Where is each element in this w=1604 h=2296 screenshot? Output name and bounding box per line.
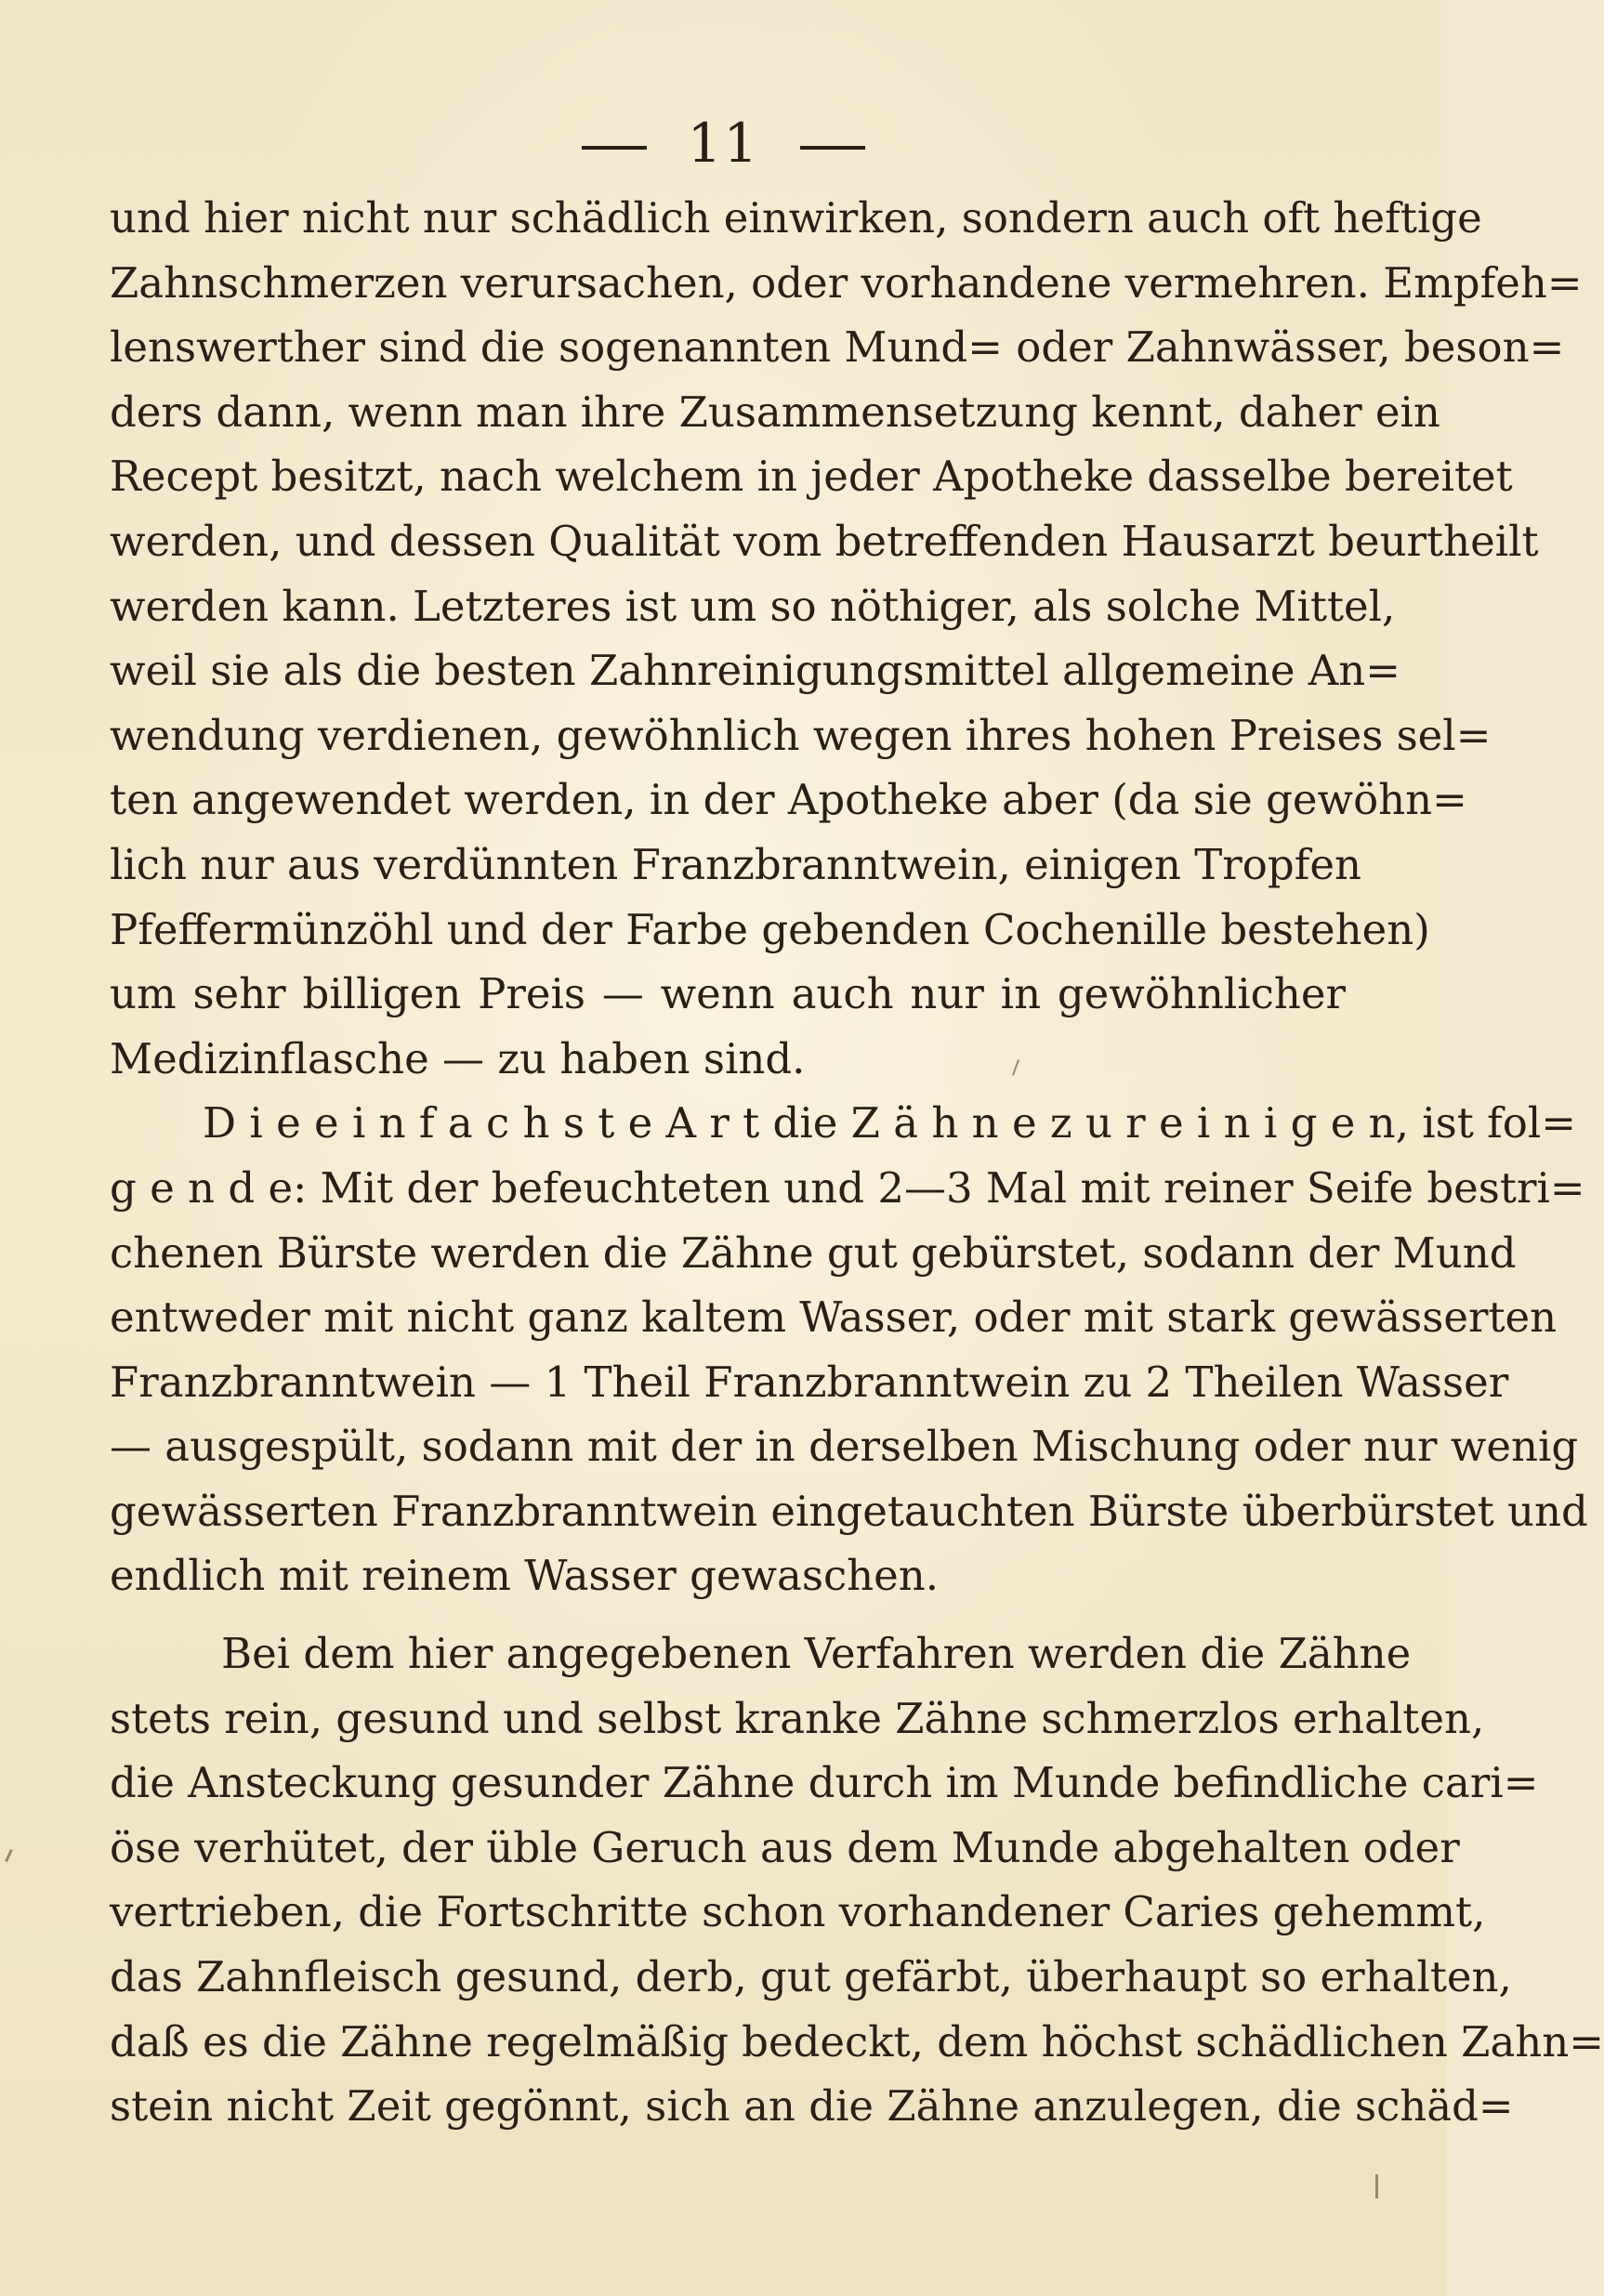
text-line: chenen Bürste werden die Zähne gut gebürstet, sodann der Mund <box>110 1227 1517 1278</box>
text-line: gewässerten Franzbranntwein eingetauchten Bürste überbürstet und <box>110 1486 1588 1536</box>
header-dash-right <box>800 146 865 150</box>
text-line: werden, und dessen Qualität vom betreffenden Hausarzt beurtheilt <box>110 516 1539 566</box>
text-line: vertrieben, die Fortschritte schon vorhandener Caries gehemmt, <box>110 1887 1486 1937</box>
text-line: um sehr billigen Preis — wenn auch nur in gewöhnlicher <box>110 969 1346 1019</box>
header-dash-left <box>582 146 647 150</box>
text-line: lich nur aus verdünnten Franzbranntwein, einigen Tropfen <box>110 839 1361 889</box>
text-line: ders dann, wenn man ihre Zusammensetzung kennt, daher ein <box>110 387 1440 437</box>
text-line: lenswerther sind die sogenannten Mund= oder Zahnwässer, beson= <box>110 322 1565 373</box>
text-line: daß es die Zähne regelmäßig bedeckt, dem höchst schädlichen Zahn= <box>110 2016 1604 2066</box>
text-line: wendung verdienen, gewöhnlich wegen ihres hohen Preises sel= <box>110 710 1492 760</box>
text-line: weil sie als die besten Zahnreinigungsmittel allgemeine An= <box>110 646 1400 696</box>
text-line: Franzbranntwein — 1 Theil Franzbranntwein zu 2 Theilen Wasser <box>110 1357 1509 1407</box>
text-line: Bei dem hier angegebenen Verfahren werden die Zähne <box>221 1629 1412 1679</box>
text-line: ten angewendet werden, in der Apotheke aber (da sie gewöhn= <box>110 775 1467 825</box>
body-text <box>110 186 1604 2139</box>
text-line: Medizinflasche — zu haben sind. <box>110 1033 806 1083</box>
text-line: entweder mit nicht ganz kaltem Wasser, oder mit stark gewässerten <box>110 1292 1558 1343</box>
text-line: Zahnschmerzen verursachen, oder vorhandene vermehren. Empfeh= <box>110 257 1583 308</box>
text-line: D i e e i n f a c h s t e A r t die Z ä h n e z u r e i n i g e n, ist fol= <box>203 1098 1576 1148</box>
text-line: und hier nicht nur schädlich einwirken, sondern auch oft heftige <box>110 193 1482 243</box>
text-line: die Ansteckung gesunder Zähne durch im Munde befindliche cari= <box>110 1758 1539 1808</box>
text-line: g e n d e: Mit der befeuchteten und 2—3 Mal mit reiner Seife bestri= <box>110 1162 1585 1213</box>
page-number: 11 <box>687 112 760 175</box>
text-line: öse verhütet, der üble Geruch aus dem Munde abgehalten oder <box>110 1822 1460 1872</box>
text-line: endlich mit reinem Wasser gewaschen. <box>110 1551 940 1601</box>
text-line: werden kann. Letzteres ist um so nöthiger, als solche Mittel, <box>110 581 1396 631</box>
stray-mark <box>5 1849 13 1862</box>
text-line: das Zahnfleisch gesund, derb, gut gefärbt, überhaupt so erhalten, <box>110 1952 1512 2002</box>
text-line: — ausgespült, sodann mit der in derselben Mischung oder nur wenig <box>110 1422 1579 1472</box>
text-line: Pfeffermünzöhl und der Farbe gebenden Cochenille bestehen) <box>110 904 1430 954</box>
text-line: stein nicht Zeit gegönnt, sich an die Zähne anzulegen, die schäd= <box>110 2081 1514 2132</box>
stray-mark <box>1375 2174 1378 2198</box>
text-line: stets rein, gesund und selbst kranke Zähne schmerzlos erhalten, <box>110 1693 1485 1743</box>
paragraph-gap <box>110 1608 1346 1621</box>
text-line: Recept besitzt, nach welchem in jeder Apotheke dasselbe bereitet <box>110 452 1513 502</box>
page-header <box>0 112 1447 175</box>
